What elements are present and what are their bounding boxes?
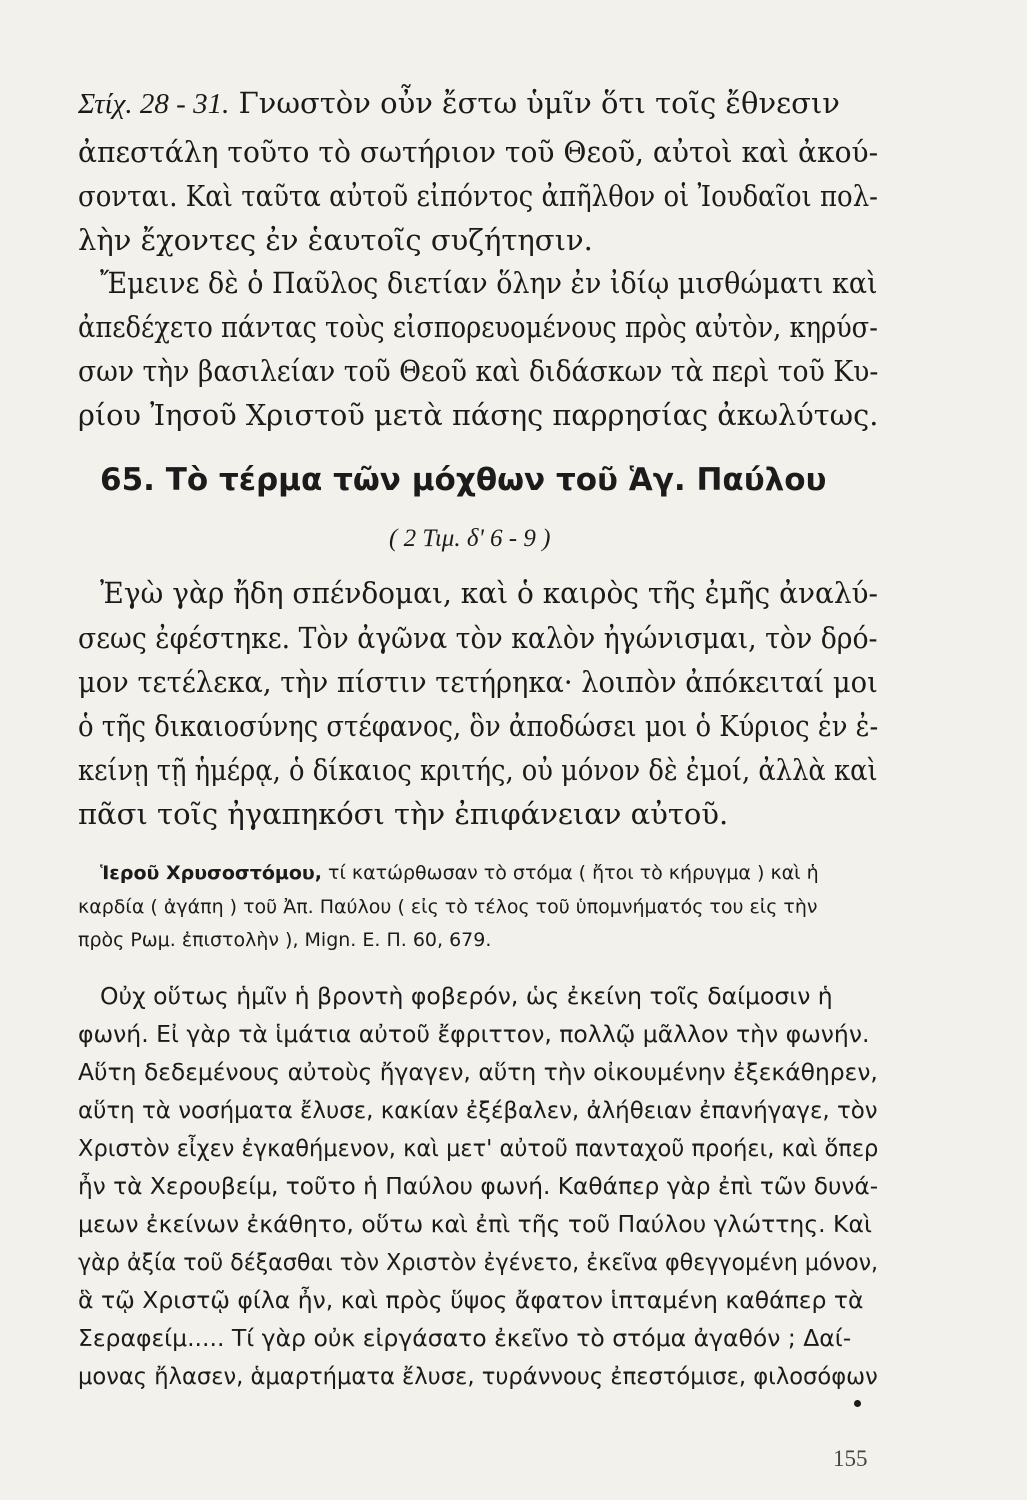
text-line: Σεραφείμ..... Τί γὰρ οὐκ εἰργάσατο ἐκεῖνο τὸ στόμα ἀγαθόν ; Δαί- [78,1324,852,1352]
chapter-heading: 65. Τὸ τέρμα τῶν μόχθων τοῦ Ἁγ. Παύλου [100,462,827,498]
text-line: πρὸς Ρωμ. ἐπιστολὴν ), Mign. E. Π. 60, 679. [78,929,492,951]
text-line: ἀπεστάλη τοῦτο τὸ σωτήριον τοῦ Θεοῦ, αὐτοὶ καὶ ἀκού- [78,135,879,169]
text-line: μεων ἐκείνων ἐκάθητο, οὕτω καὶ ἐπὶ τῆς τοῦ Παύλου γλώττης. Καὶ [78,1210,872,1238]
text-line: Οὐχ οὕτως ἡμῖν ἡ βροντὴ φοβερόν, ὡς ἐκείνη τοῖς δαίμοσιν ἡ [100,982,833,1010]
text-line: μον τετέλεκα, τὴν πίστιν τετήρηκα· λοιπὸν ἀπόκειταί μοι [78,665,878,699]
text-line: Χριστὸν εἶχεν ἐγκαθήμενον, καὶ μετ' αὐτοῦ πανταχοῦ προήει, καὶ ὅπερ [78,1134,879,1162]
bullet-dot-icon [854,1400,861,1407]
text-line: κείνῃ τῇ ἡμέρᾳ, ὁ δίκαιος κριτής, οὐ μόνον δὲ ἐμοί, ἀλλὰ καὶ [78,753,878,787]
note-author: Ἱεροῦ Χρυσοστόμου, [100,862,322,884]
text-line: πᾶσι τοῖς ἠγαπηκόσι τὴν ἐπιφάνειαν αὐτοῦ. [78,797,729,831]
text-line: Αὕτη δεδεμένους αὐτοὺς ἤγαγεν, αὕτη τὴν οἰκουμένην ἐξεκάθηρεν, [78,1058,878,1086]
text-line: Ἔμεινε δὲ ὁ Παῦλος διετίαν ὅλην ἐν ἰδίῳ μισθώματι καὶ [100,266,878,300]
text-line: σων τὴν βασιλείαν τοῦ Θεοῦ καὶ διδάσκων τὰ περὶ τοῦ Κυ- [78,354,879,388]
text-line: ἃ τῷ Χριστῷ φίλα ἦν, καὶ πρὸς ὕψος ἄφατον ἱπταμένη καθάπερ τὰ [78,1286,864,1314]
text-line: Ἐγὼ γὰρ ἤδη σπένδομαι, καὶ ὁ καιρὸς τῆς ἐμῆς ἀναλύ- [100,576,878,610]
page-number: 155 [833,1446,868,1471]
text-line: φωνή. Εἰ γὰρ τὰ ἱμάτια αὐτοῦ ἔφριττον, πολλῷ μᾶλλον τὴν φωνήν. [78,1020,870,1048]
text-line: γὰρ ἀξία τοῦ δέξασθαι τὸν Χριστὸν ἐγένετο, ἐκεῖνα φθεγγομένη μόνον, [78,1248,879,1276]
text-line: ἀπεδέχετο πάντας τοὺς εἰσπορευομένους πρὸς αὐτὸν, κηρύσ- [78,310,878,344]
text-line: Στίχ. 28 - 31. Γνωστὸν οὖν ἔστω ὑμῖν ὅτι τοῖς ἔθνεσιν [78,86,840,120]
text-line: ὁ τῆς δικαιοσύνης στέφανος, ὃν ἀποδώσει μοι ὁ Κύριος ἐν ἐ- [78,709,879,743]
text-line: μονας ἤλασεν, ἁμαρτήματα ἔλυσε, τυράννους ἐπεστόμισε, φιλοσόφων [78,1362,878,1390]
text-line: καρδία ( ἀγάπη ) τοῦ Ἀπ. Παύλου ( εἰς τὸ τέλος τοῦ ὑπομνήματός του εἰς τὴν [78,896,818,918]
text-line: λὴν ἔχοντες ἐν ἑαυτοῖς συζήτησιν. [78,223,593,257]
text-line: ἦν τὰ Χερουβείμ, τοῦτο ἡ Παύλου φωνή. Καθάπερ γὰρ ἐπὶ τῶν δυνά- [78,1172,879,1200]
chapter-reference: ( 2 Τιμ. δ' 6 - 9 ) [389,525,551,552]
text-line: σεως ἐφέστηκε. Τὸν ἀγῶνα τὸν καλὸν ἠγώνισμαι, τὸν δρό- [78,621,878,655]
text-line: Ἱεροῦ Χρυσοστόμου, τί κατώρθωσαν τὸ στόμα ( ἤτοι τὸ κήρυγμα ) καὶ ἡ [100,862,819,884]
text-line: σονται. Καὶ ταῦτα αὐτοῦ εἰπόντος ἀπῆλθον οἱ Ἰουδαῖοι πολ- [78,179,878,213]
text-line: ρίου Ἰησοῦ Χριστοῦ μετὰ πάσης παρρησίας ἀκωλύτως. [78,398,879,432]
verse-reference: Στίχ. 28 - 31. [78,88,230,120]
text-line: αὕτη τὰ νοσήματα ἔλυσε, κακίαν ἐξέβαλεν, ἀλήθειαν ἐπανήγαγε, τὸν [78,1096,878,1124]
